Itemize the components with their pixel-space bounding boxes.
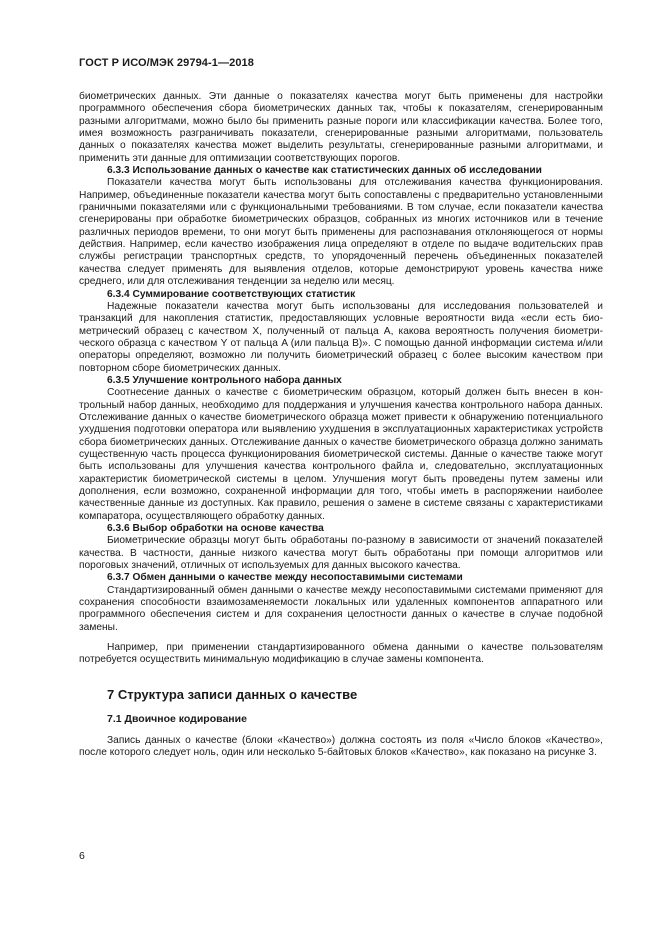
section-6-3-7-paragraph-1: Стандартизированный обмен данными о качестве между несопоставимыми системами применяют для сохранения способности взаимозаменяемости локальных или удаленных компонентов аппаратного или программного обеспечения систем и для сохранения целостности данных о качестве в случае подобной замены. [79,584,603,633]
section-6-3-7-paragraph-2: Например, при применении стандартизированного обмена данными о качестве пользователям потребуется осуществить минимальную модификацию в случае замены компонента. [79,642,603,666]
section-6-3-4-paragraph: Надежные показатели качества могут быть использованы для исследования пользователей и транзакций для накопления статистик, предоставляющих условные вероятности вида «если есть биометрический образец с качеством X, полученный от пальца A, какова вероятность получения биометрического образца с качеством Y от пальца A (или пальца B)». С помощью данной информации система и/или операторы определяют, возможно ли получить биометрический образец с более высоким качеством при повторном сборе биометрических данных. [79,300,603,374]
section-6-3-4-heading: 6.3.4 Суммирование соответствующих статистик [107,288,356,300]
section-6-3-3-heading: 6.3.3 Использование данных о качестве как статистических данных об исследовании [107,165,542,177]
section-7-heading: 7 Структура записи данных о качестве [107,686,358,702]
section-6-3-7-heading: 6.3.7 Обмен данными о качестве между несопоставимыми системами [107,572,463,584]
intro-paragraph: биометрических данных. Эти данные о показателях качества могут быть применены для настройки программного обеспечения сбора биометрических данных так, чтобы к показателям, сгенерированным разными алгоритмами, можно было бы применить разные пороги или классификации качества. Более того, имея возможность разграничивать показатели, сгенерированные разными алгоритмами, пользователь данных о показателях качества может выделить результаты, сгенерированные разными алгоритмами, и применить эти данные для оптимизации соответствующих порогов. [79,91,603,164]
section-6-3-6-paragraph: Биометрические образцы могут быть обработаны по-разному в зависимости от значений показателей качества. В частности, данные низкого качества могут быть обработаны при помощи алгоритмов или пороговых значений, отличных от используемых для данных высокого качества. [79,535,603,572]
section-6-3-3-paragraph: Показатели качества могут быть использованы для отслеживания качества функционирования. Например, объединенные показатели качества могут быть сопоставлены с предварительно установленными граничными показателями или с функциональными требованиями. В том случае, если показатели качества сгенерированы при обработке биометрических образцов, собранных из многих источников или в течение различных периодов времени, то они могут быть применены для распознавания отклоняющегося от нормы действия. Например, если качество изображения лица определяют в отделе по выдаче водительских прав службы регистрации транспортных средств, то упорядоченный перечень объединенных показателей качества следует применять для выявления отделов, которые демонстрируют уровень качества ниже среднего, или для отслеживания тенденции за неделю или месяц. [79,177,603,288]
section-6-3-5-heading: 6.3.5 Улучшение контрольного набора данных [107,374,342,386]
section-6-3-6-heading: 6.3.6 Выбор обработки на основе качества [107,523,324,535]
document-header: ГОСТ Р ИСО/МЭК 29794-1—2018 [79,57,254,69]
section-7-1-heading: 7.1 Двоичное кодирование [107,712,247,725]
page-number: 6 [79,850,85,862]
section-7-1-paragraph: Запись данных о качестве (блоки «Качество») должна состоять из поля «Число блоков «Качество», после которого следует ноль, один или несколько 5-байтовых блоков «Качество», как показано на рисунке 3. [79,734,603,759]
section-6-3-5-paragraph: Соотнесение данных о качестве с биометрическим образцом, который должен быть внесен в контрольный набор данных, необходимо для поддержания и улучшения качества контрольного набора данных. Отслеживание данных о качестве биометрического образца может привести к обнаружению потенциального ухудшения подготовки оператора или выявлению ухудшения в эксплуатационных характеристиках устройств сбора биометрических данных. Отслеживание данных о качестве биометрического образца должно занимать существенную часть процесса функционирования биометрической системы. Данные о качестве также могут быть использованы для улучшения качества контрольного файла и, следовательно, эксплуатационных характеристик биометрической системы в целом. Улучшения могут быть проведены путем замены или дополнения, если возможно, сохраненной информации для того, чтобы иметь в распоряжении наиболее качественные данные из доступных. Как правило, решения о замене в системе связаны с характеристиками компаратора, осуществляющего обработку данных. [79,387,603,522]
document-body [79,91,603,760]
